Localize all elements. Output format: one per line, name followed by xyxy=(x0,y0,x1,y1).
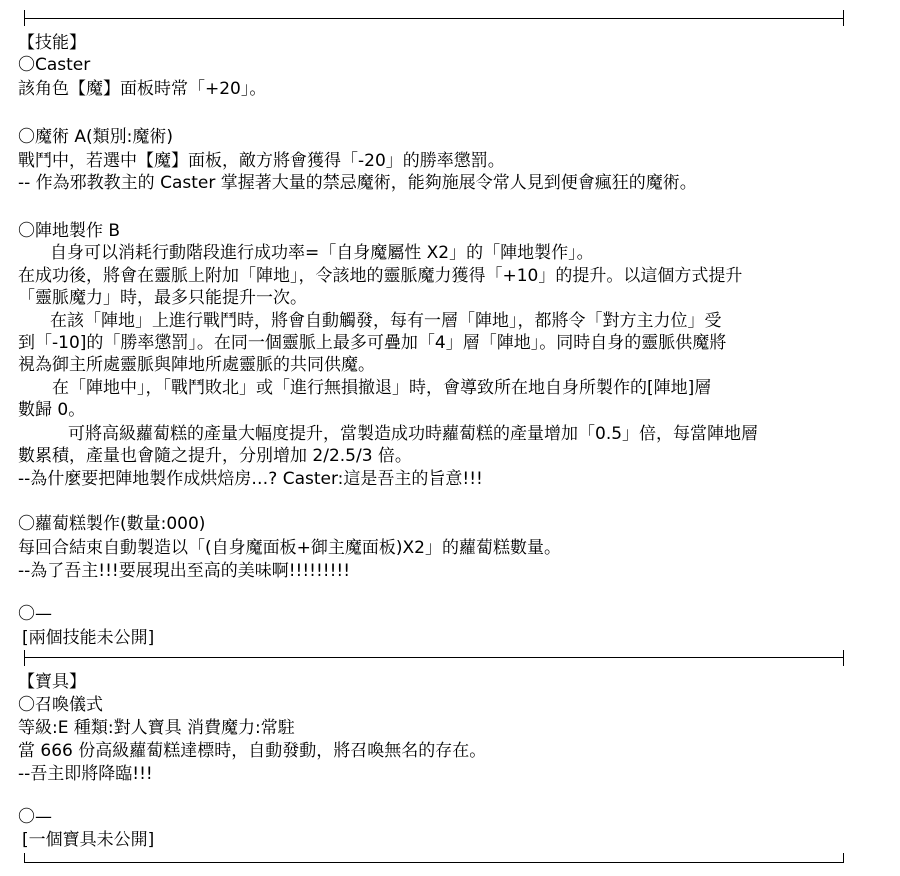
skill-caster-desc: 該角色【魔】面板時常「+20」。 xyxy=(18,79,267,99)
skill-territory-line-4: 在該「陣地」上進行戰鬥時，將會自動觸發，每有一層「陣地」，都將令「對方主力位」受 xyxy=(50,311,722,331)
skill-territory-title: 〇陣地製作 B xyxy=(18,221,121,241)
np-summon-title: 〇召喚儀式 xyxy=(18,695,103,715)
np-hidden-note: [一個寶具未公開] xyxy=(22,830,155,850)
skill-territory-line-5: 到「-10]的「勝率懲罰」。在同一個靈脈上最多可疊加「4」層「陣地」。同時自身的靈脈供魔將 xyxy=(18,333,727,353)
skill-territory-line-6: 視為御主所處靈脈與陣地所處靈脈的共同供魔。 xyxy=(18,355,375,375)
middle-divider-right-tick xyxy=(843,650,844,666)
skill-radish-title: 〇蘿蔔糕製作(數量:000) xyxy=(18,514,206,534)
skill-hidden-note: [兩個技能未公開] xyxy=(22,628,155,648)
skill-radish-line-2: --為了吾主!!!要展現出至高的美味啊!!!!!!!!! xyxy=(18,561,351,581)
skill-territory-line-3: 「靈脈魔力」時，最多只能提升一次。 xyxy=(18,288,307,308)
bottom-divider-right-tick xyxy=(843,853,844,863)
skill-territory-line-7: 在「陣地中」，「戰鬥敗北」或「進行無損撤退」時，會導致所在地自身所製作的[陣地]層 xyxy=(52,378,712,398)
skill-hidden-title: 〇— xyxy=(18,604,52,624)
skill-territory-line-8: 數歸 0。 xyxy=(18,400,86,420)
np-summon-line-1: 等級:E 種類:對人寶具 消費魔力:常駐 xyxy=(18,718,295,738)
middle-divider-left-tick xyxy=(24,650,25,666)
skill-radish-line-1: 每回合結束自動製造以「(自身魔面板+御主魔面板)X2」的蘿蔔糕數量。 xyxy=(18,538,561,558)
np-hidden-title: 〇— xyxy=(18,807,52,827)
top-divider-left-tick xyxy=(24,10,25,26)
top-divider-right-tick xyxy=(843,10,844,26)
middle-divider xyxy=(24,657,844,658)
skill-territory-line-1: 自身可以消耗行動階段進行成功率=「自身魔屬性 X2」的「陣地製作」。 xyxy=(50,243,594,263)
skill-territory-line-11: --為什麼要把陣地製作成烘焙房…? Caster:這是吾主的旨意!!! xyxy=(18,469,483,489)
skill-territory-line-10: 數累積，產量也會隨之提升，分別增加 2/2.5/3 倍。 xyxy=(18,446,412,466)
np-heading: 【寶具】 xyxy=(18,672,86,692)
skill-magecraft-line-1: 戰鬥中，若選中【魔】面板，敵方將會獲得「-20」的勝率懲罰。 xyxy=(18,151,505,171)
skill-territory-line-2: 在成功後，將會在靈脈上附加「陣地」，令該地的靈脈魔力獲得「+10」的提升。以這個方式提升 xyxy=(18,266,743,286)
skill-magecraft-line-2: -- 作為邪教教主的 Caster 掌握著大量的禁忌魔術，能夠施展令常人見到便會瘋狂的魔術。 xyxy=(18,173,697,193)
skill-magecraft-title: 〇魔術 A(類別:魔術) xyxy=(18,127,174,147)
skill-territory-line-9: 可將高級蘿蔔糕的產量大幅度提升，當製造成功時蘿蔔糕的產量增加「0.5」倍，每當陣地層 xyxy=(68,424,759,444)
top-divider xyxy=(24,18,844,19)
skills-heading: 【技能】 xyxy=(18,33,86,53)
bottom-divider xyxy=(24,862,844,863)
np-summon-line-2: 當 666 份高級蘿蔔糕達標時，自動發動，將召喚無名的存在。 xyxy=(18,741,487,761)
skill-caster-title: 〇Caster xyxy=(18,55,91,75)
bottom-divider-left-tick xyxy=(24,853,25,863)
np-summon-line-3: --吾主即將降臨!!! xyxy=(18,764,153,784)
